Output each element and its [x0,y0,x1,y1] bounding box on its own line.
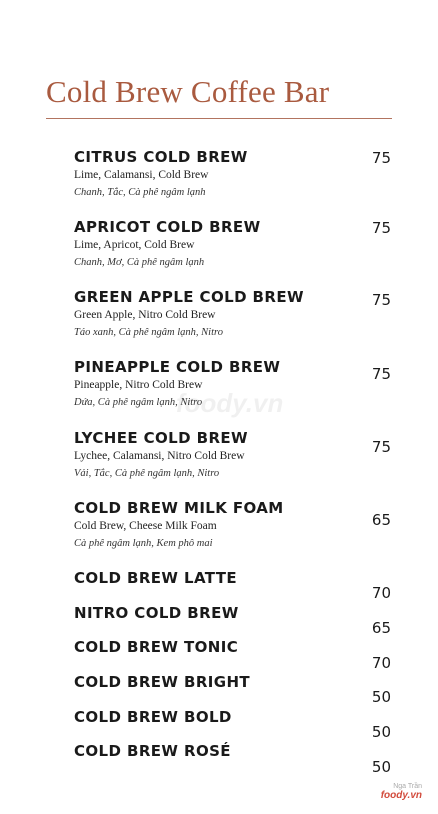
item-name: LYCHEE COLD BREW [74,429,248,447]
item-price: 75 [371,438,391,456]
item-name: APRICOT COLD BREW [74,218,261,236]
item-price: 50 [371,688,391,706]
item-vietnamese: Vải, Tắc, Cà phê ngâm lạnh, Nitro [74,468,220,479]
menu-item-nitro [74,604,404,623]
menu-item-apricot [74,218,404,270]
watermark: foody.vn [176,388,284,418]
credit-brand: foody.vn [380,790,422,801]
item-price: 75 [371,149,391,167]
item-price: 70 [371,654,391,672]
menu-item-tonic [74,638,404,657]
item-price: 65 [371,619,391,637]
item-description: Cold Brew, Cheese Milk Foam [74,520,217,532]
item-price: 75 [371,365,391,383]
item-price: 65 [371,511,391,529]
menu-item-lychee [74,429,404,481]
item-price: 50 [371,723,391,741]
item-name: COLD BREW LATTE [74,569,238,587]
item-description: Lime, Calamansi, Cold Brew [74,169,209,181]
item-vietnamese: Chanh, Tắc, Cà phê ngâm lạnh [74,187,206,198]
menu-item-green-apple [74,288,404,340]
item-price: 75 [371,291,391,309]
menu-item-citrus [74,148,404,200]
item-name: COLD BREW ROSÉ [74,742,231,760]
item-name: PINEAPPLE COLD BREW [74,358,281,376]
item-price: 50 [371,758,391,776]
item-price: 70 [371,584,391,602]
photo-credit [381,783,422,801]
item-description: Green Apple, Nitro Cold Brew [74,309,216,321]
menu-item-rose [74,742,404,761]
menu-item-latte [74,569,404,588]
menu-item-bright [74,673,404,692]
item-name: COLD BREW MILK FOAM [74,499,284,517]
menu-item-bold [74,708,404,727]
title-divider [46,118,392,119]
item-name: GREEN APPLE COLD BREW [74,288,304,306]
item-name: COLD BREW BOLD [74,708,232,726]
menu-item-pineapple [74,358,404,410]
item-vietnamese: Chanh, Mơ, Cà phê ngâm lạnh [74,257,205,268]
item-price: 75 [371,219,391,237]
item-vietnamese: Cà phê ngâm lạnh, Kem phô mai [74,538,213,549]
menu-title: Cold Brew Coffee Bar [46,74,330,109]
item-description: Lime, Apricot, Cold Brew [74,239,195,251]
item-name: COLD BREW BRIGHT [74,673,251,691]
item-description: Lychee, Calamansi, Nitro Cold Brew [74,450,245,462]
credit-author: Nga Trần [393,783,422,790]
item-description: Pineapple, Nitro Cold Brew [74,379,203,391]
item-name: NITRO COLD BREW [74,604,239,622]
item-vietnamese: Dứa, Cà phê ngâm lạnh, Nitro [74,397,203,408]
item-name: CITRUS COLD BREW [74,148,248,166]
item-name: COLD BREW TONIC [74,638,239,656]
menu-item-milk-foam [74,499,404,551]
item-vietnamese: Táo xanh, Cà phê ngâm lạnh, Nitro [74,327,223,338]
